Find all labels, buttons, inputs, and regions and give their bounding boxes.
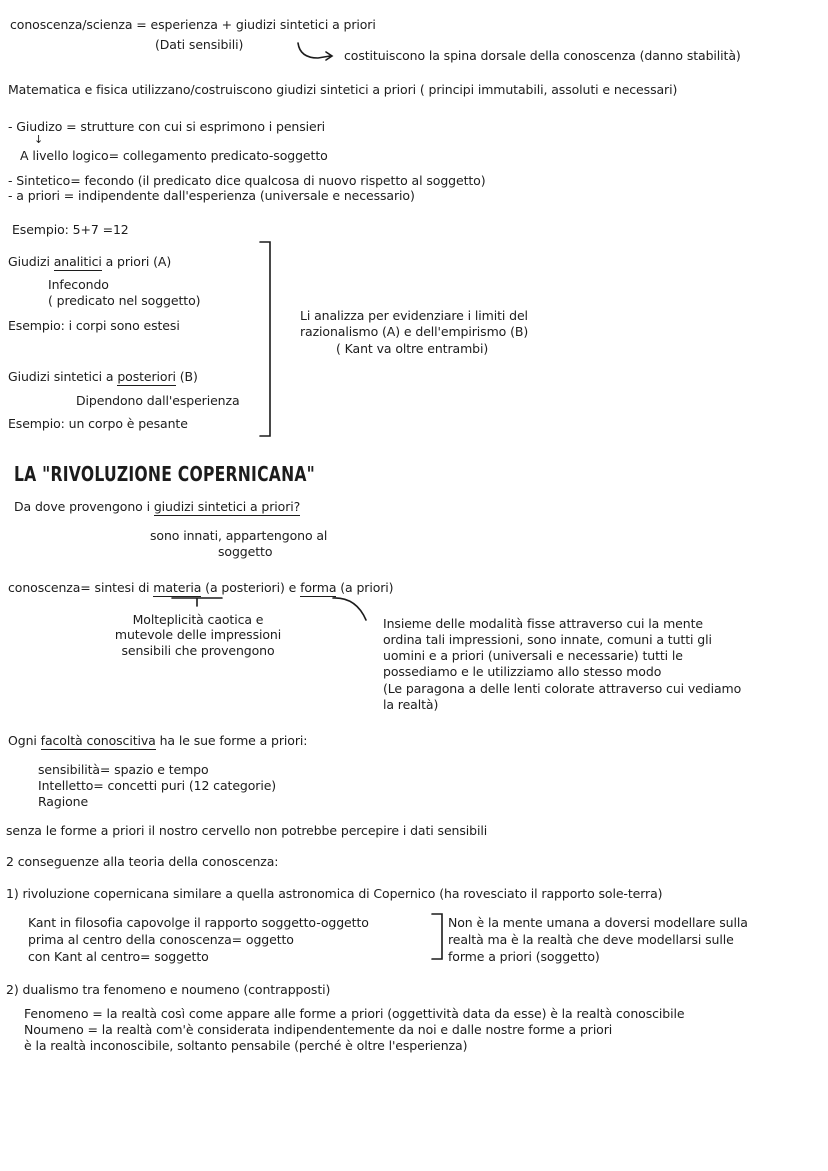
predicato-nel-soggetto: ( predicato nel soggetto) <box>48 293 201 308</box>
materia-1: Molteplicità caotica e <box>132 612 264 627</box>
ogni-facolta: Ogni facoltà conoscitiva ha le sue forme a priori: <box>8 733 308 748</box>
spina-dorsale-note: costituiscono la spina dorsale della conoscenza (danno stabilità) <box>344 48 741 63</box>
forma-5: (Le paragona a delle lenti colorate attraverso cui vediamo <box>383 681 742 696</box>
bracket-analitici-sintetici <box>260 242 270 436</box>
giudizi-analitici: Giudizi analitici a priori (A) <box>8 254 172 269</box>
giudizio-def: - Giudizo = strutture con cui si esprimono i pensieri <box>8 119 326 134</box>
definition-line: conoscenza/scienza = esperienza + giudizi sintetici a priori <box>10 17 376 32</box>
mente-1: Non è la mente umana a doversi modellare sulla <box>448 915 748 930</box>
conseguenza-2: 2) dualismo tra fenomeno e noumeno (contrapposti) <box>6 982 331 997</box>
esempio-somma: Esempio: 5+7 =12 <box>12 222 129 237</box>
section-title: LA "RIVOLUZIONE COPERNICANA" <box>14 462 316 486</box>
materia-3: sensibili che provengono <box>121 643 275 658</box>
question: Da dove provengono i giudizi sintetici a priori? <box>14 499 301 514</box>
matematica-line: Matematica e fisica utilizzano/costruiscono giudizi sintetici a priori ( principi immutabili, assoluti e necessari) <box>8 82 678 97</box>
curved-arrow-stabilita <box>298 43 332 60</box>
kant-1: Kant in filosofia capovolge il rapporto soggetto-oggetto <box>28 915 369 930</box>
giudizi-sintetici-posteriori: Giudizi sintetici a posteriori (B) <box>8 369 198 384</box>
conoscenza-sintesi: conoscenza= sintesi di materia (a posteriori) e forma (a priori) <box>8 580 394 595</box>
forma-2: ordina tali impressioni, sono innate, comuni a tutti gli <box>383 632 712 647</box>
conseguenze: 2 conseguenze alla teoria della conoscenza: <box>6 854 279 869</box>
apriori-def: - a priori = indipendente dall'esperienza (universale e necessario) <box>8 188 415 203</box>
materia-2: mutevole delle impressioni <box>114 627 282 642</box>
materia-connector <box>172 598 222 606</box>
forma-3: uomini e a priori (universali e necessarie) tutti le <box>383 648 683 663</box>
livello-logico: A livello logico= collegamento predicato-soggetto <box>20 148 328 163</box>
sintetico-def: - Sintetico= fecondo (il predicato dice qualcosa di nuovo rispetto al soggetto) <box>8 173 486 188</box>
forma-intelletto: Intelletto= concetti puri (12 categorie) <box>38 778 277 793</box>
kant-2: prima al centro della conoscenza= oggetto <box>28 932 294 947</box>
forma-4: possediamo e le utilizziamo allo stesso modo <box>383 664 662 679</box>
dipendono: Dipendono dall'esperienza <box>76 393 240 408</box>
mente-3: forme a priori (soggetto) <box>448 949 600 964</box>
forma-sensibilita: sensibilità= spazio e tempo <box>38 762 209 777</box>
conseguenza-1: 1) rivoluzione copernicana similare a quella astronomica di Copernico (ha rovesciato il rapporto sole-terra) <box>6 886 663 901</box>
forma-ragione: Ragione <box>38 794 89 809</box>
side-note-2: razionalismo (A) e dell'empirismo (B) <box>300 324 529 339</box>
side-note-3: ( Kant va oltre entrambi) <box>336 341 489 356</box>
fenomeno: Fenomeno = la realtà così come appare alle forme a priori (oggettività data da esse) è la realtà conoscibile <box>24 1006 685 1021</box>
answer-line-2: soggetto <box>218 544 273 559</box>
dati-sensibili-note: (Dati sensibili) <box>155 37 244 52</box>
bracket-kant <box>432 914 442 959</box>
side-note-1: Li analizza per evidenziare i limiti del <box>300 308 528 323</box>
kant-3: con Kant al centro= soggetto <box>28 949 209 964</box>
answer-line-1: sono innati, appartengono al <box>150 528 328 543</box>
noumeno-1: Noumeno = la realtà com'è considerata indipendentemente da noi e dalle nostre forme a priori <box>24 1022 613 1037</box>
senza-forme: senza le forme a priori il nostro cervello non potrebbe percepire i dati sensibili <box>6 823 488 838</box>
infecondo: Infecondo <box>48 277 109 292</box>
mente-2: realtà ma è la realtà che deve modellarsi sulle <box>448 932 734 947</box>
forma-1: Insieme delle modalità fisse attraverso cui la mente <box>383 616 703 631</box>
esempio-analitico: Esempio: i corpi sono estesi <box>8 318 180 333</box>
forma-6: la realtà) <box>383 697 439 712</box>
forma-curve <box>333 598 366 620</box>
esempio-sintetico: Esempio: un corpo è pesante <box>8 416 188 431</box>
noumeno-2: è la realtà inconoscibile, soltanto pensabile (perché è oltre l'esperienza) <box>24 1038 468 1053</box>
down-arrow-icon: ↓ <box>34 133 44 146</box>
